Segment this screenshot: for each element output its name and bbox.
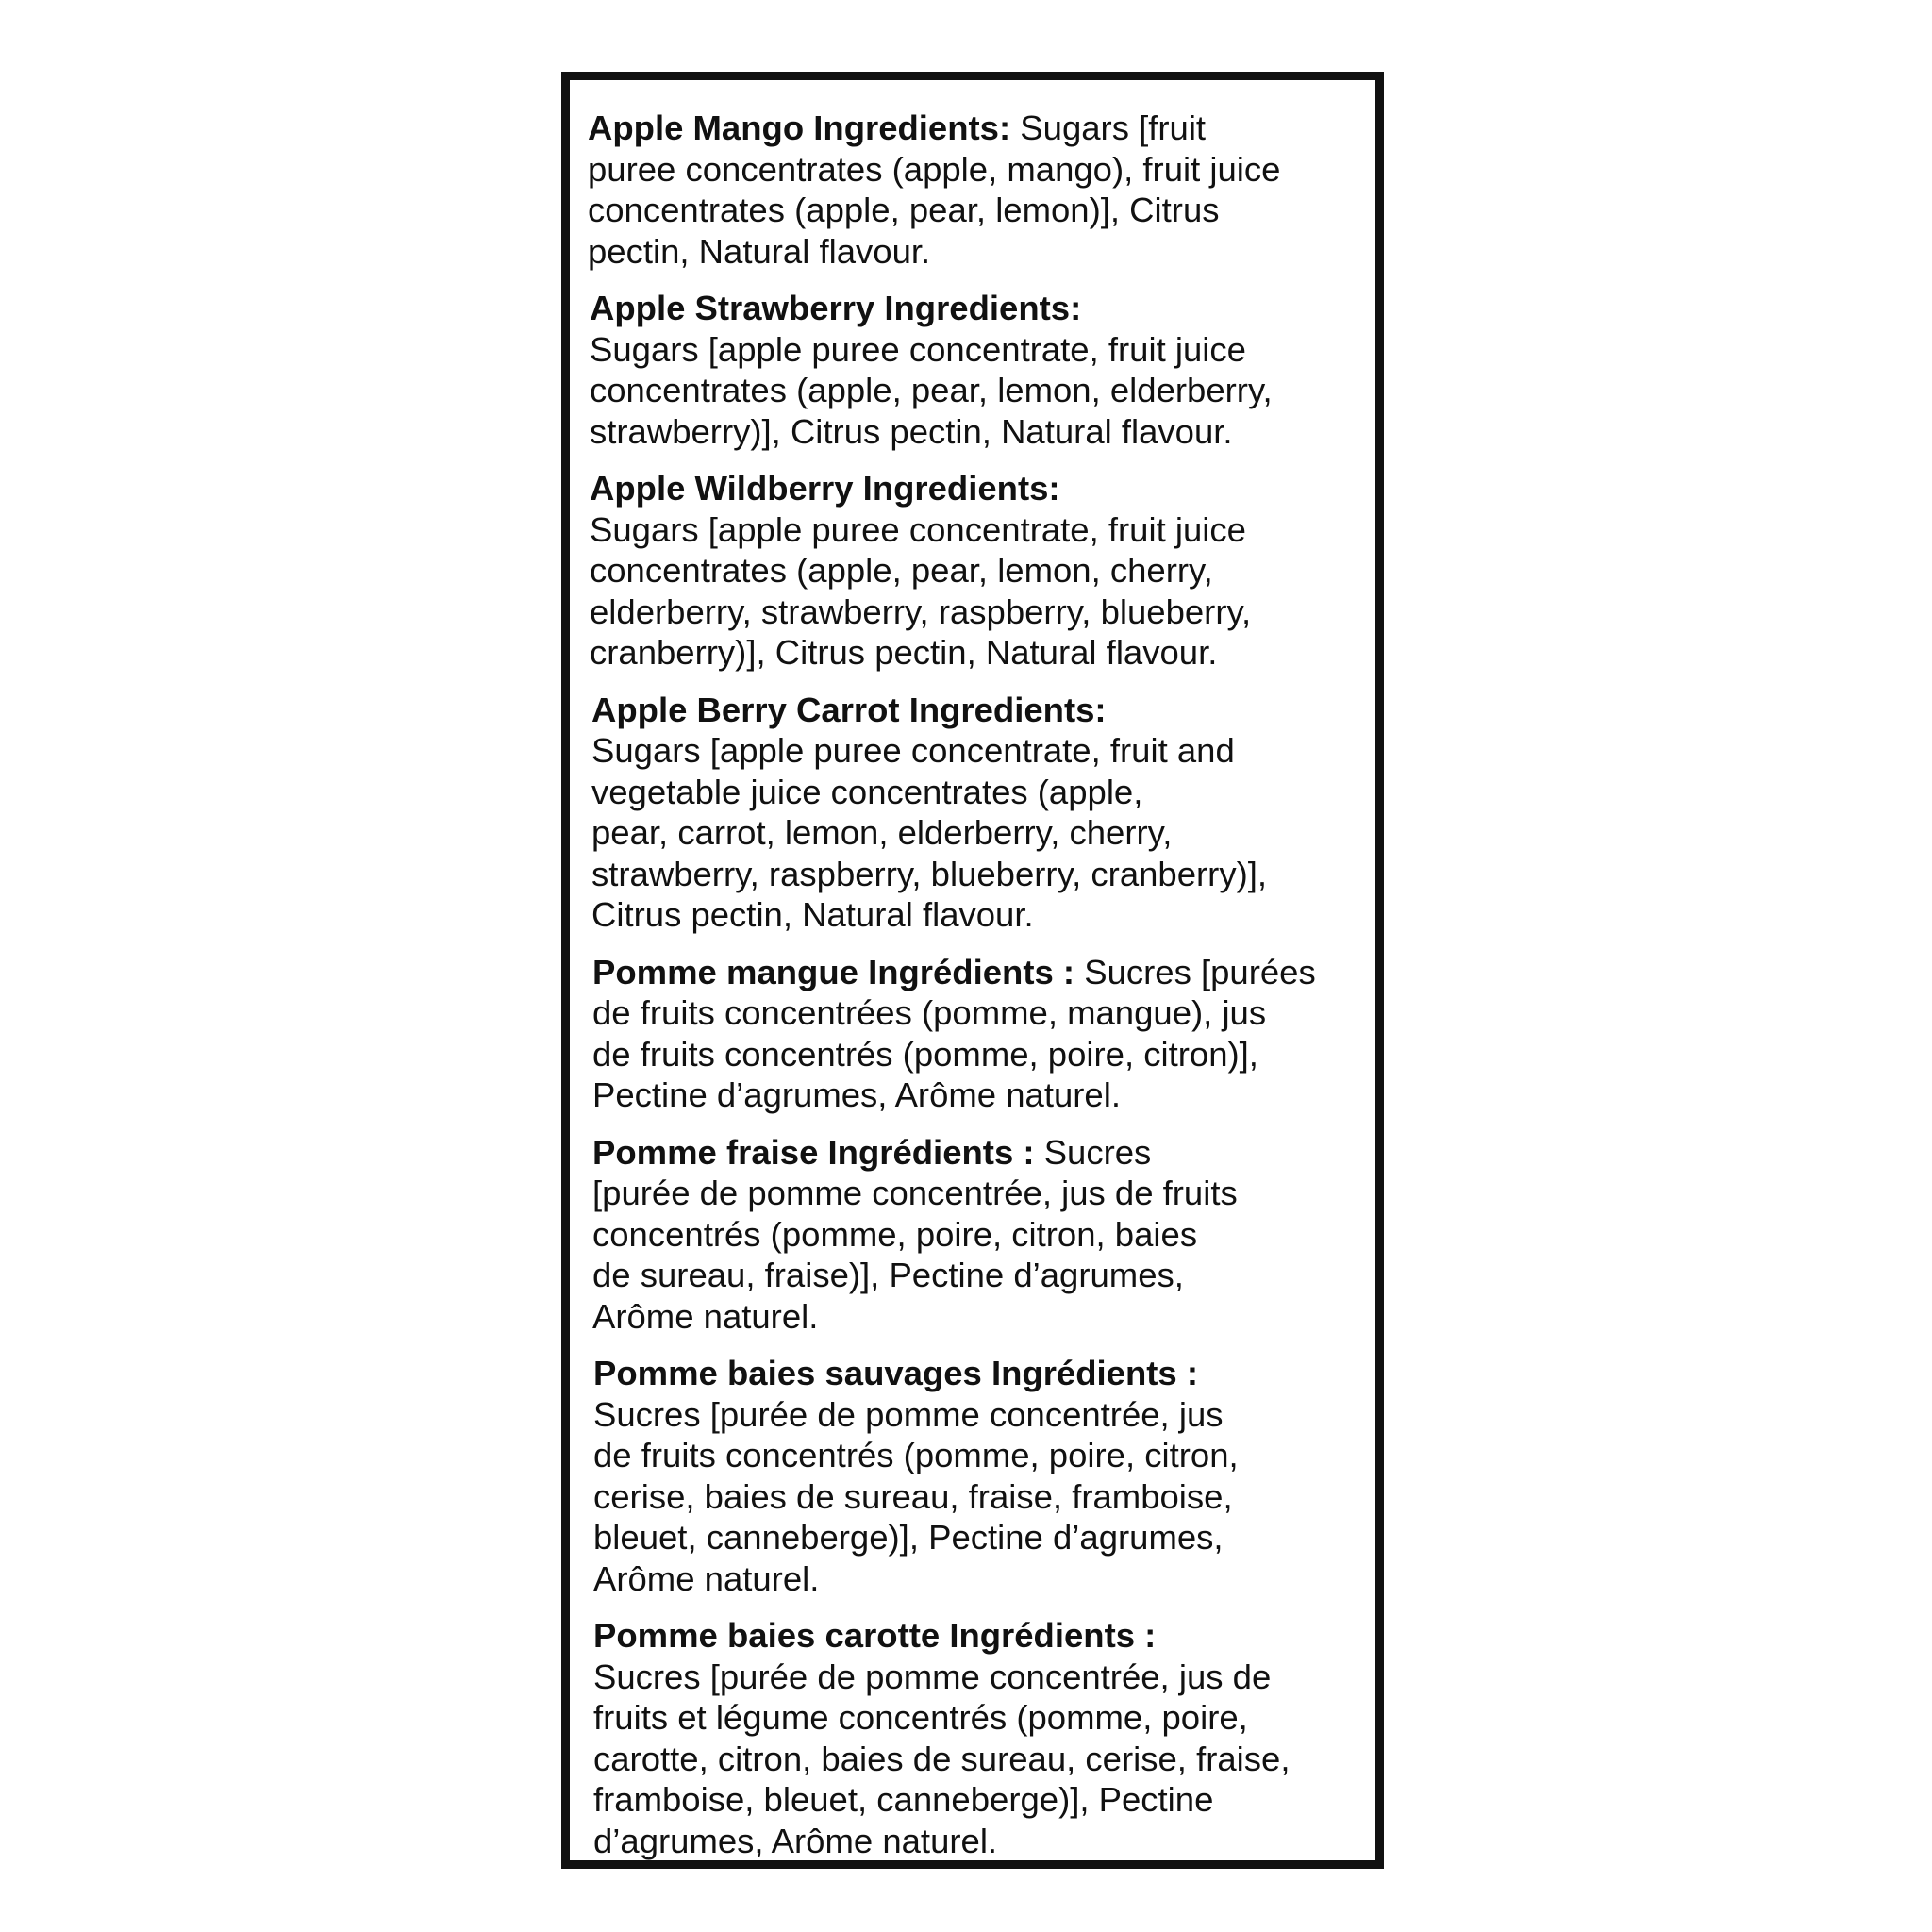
ingredient-heading: Apple Strawberry Ingredients:: [590, 289, 1082, 327]
ingredient-text: strawberry)], Citrus pectin, Natural flavour.: [590, 411, 1233, 451]
ingredient-text: de fruits concentrées (pomme, mangue), jus: [592, 993, 1267, 1032]
apple-berry-carrot-ingredients: [591, 690, 1362, 936]
ingredient-text: Citrus pectin, Natural flavour.: [591, 895, 1034, 934]
ingredient-text: cranberry)], Citrus pectin, Natural flavour.: [590, 633, 1218, 672]
ingredient-text: carotte, citron, baies de sureau, cerise, fraise,: [593, 1739, 1291, 1778]
ingredient-text: Pectine d’agrumes, Arôme naturel.: [592, 1075, 1121, 1114]
ingredient-text: bleuet, canneberge)], Pectine d’agrumes,: [593, 1518, 1224, 1557]
ingredient-text: Arôme naturel.: [592, 1296, 819, 1336]
apple-wildberry-ingredients: [590, 468, 1362, 674]
ingredients-panel: [561, 72, 1384, 1869]
ingredient-text: pectin, Natural flavour.: [588, 231, 931, 271]
ingredient-text: [purée de pomme concentrée, jus de fruits: [592, 1174, 1238, 1212]
ingredient-line: [592, 952, 1362, 993]
ingredient-text: d’agrumes, Arôme naturel.: [593, 1821, 998, 1860]
ingredient-text: Sugars [apple puree concentrate, fruit juice: [590, 509, 1246, 549]
ingredient-text: fruits et légume concentrés (pomme, poire,: [593, 1698, 1248, 1737]
ingredient-text: elderberry, strawberry, raspberry, blueberry,: [590, 591, 1252, 631]
ingredient-line: [590, 288, 1362, 329]
ingredient-text: concentrates (apple, pear, lemon, elderberry,: [590, 371, 1273, 409]
pomme-baies-sauvages-ingredients: [593, 1353, 1362, 1599]
ingredient-heading: Pomme fraise Ingrédients :: [592, 1132, 1035, 1172]
ingredient-text: concentrés (pomme, poire, citron, baies: [592, 1214, 1198, 1254]
ingredient-text: de fruits concentrés (pomme, poire, citron,: [593, 1436, 1239, 1474]
ingredient-text: cerise, baies de sureau, fraise, framboise,: [593, 1476, 1233, 1516]
ingredient-heading: Pomme baies sauvages Ingrédients :: [593, 1354, 1199, 1392]
pomme-fraise-ingredients: [592, 1132, 1362, 1338]
ingredient-heading: Apple Wildberry Ingredients:: [590, 469, 1060, 508]
ingredient-line: [592, 1132, 1362, 1174]
ingredient-text: concentrates (apple, pear, lemon, cherry,: [590, 551, 1213, 590]
ingredient-text: puree concentrates (apple, mango), fruit juice: [588, 149, 1281, 189]
apple-mango-ingredients: [588, 108, 1362, 272]
ingredient-text: Sugars [apple puree concentrate, fruit and: [591, 731, 1235, 770]
pomme-mangue-ingredients: [592, 952, 1362, 1116]
ingredient-heading: Apple Berry Carrot Ingredients:: [591, 690, 1107, 729]
ingredient-line: [591, 690, 1362, 731]
ingredient-text: Sugars [apple puree concentrate, fruit juice: [590, 329, 1246, 369]
ingredient-text: de sureau, fraise)], Pectine d’agrumes,: [592, 1256, 1184, 1294]
ingredient-text: Sugars [fruit: [1010, 108, 1207, 147]
ingredient-text: Arôme naturel.: [593, 1558, 820, 1598]
ingredient-text: Sucres [purée de pomme concentrée, jus de: [593, 1657, 1272, 1696]
ingredient-line: [593, 1353, 1362, 1394]
ingredient-text: vegetable juice concentrates (apple,: [591, 772, 1143, 811]
ingredient-heading: Pomme baies carotte Ingrédients :: [593, 1616, 1157, 1655]
ingredient-text: framboise, bleuet, canneberge)], Pectine: [593, 1780, 1214, 1819]
ingredient-text: de fruits concentrés (pomme, poire, citron)],: [592, 1034, 1258, 1074]
ingredient-text: pear, carrot, lemon, elderberry, cherry,: [591, 813, 1173, 852]
ingredient-line: [593, 1615, 1362, 1657]
ingredient-text: strawberry, raspberry, blueberry, cranberry)],: [591, 854, 1268, 893]
ingredient-line: [588, 108, 1362, 149]
ingredient-text: Sucres [purées: [1074, 952, 1316, 991]
apple-strawberry-ingredients: [590, 288, 1362, 452]
ingredient-text: Sucres: [1034, 1132, 1152, 1172]
ingredient-line: [590, 468, 1362, 509]
ingredient-text: concentrates (apple, pear, lemon)], Citrus: [588, 191, 1220, 229]
pomme-baies-carotte-ingredients: [593, 1615, 1362, 1861]
ingredient-text: Sucres [purée de pomme concentrée, jus: [593, 1394, 1224, 1434]
ingredient-heading: Apple Mango Ingredients:: [588, 108, 1011, 147]
ingredient-heading: Pomme mangue Ingrédients :: [592, 952, 1075, 991]
